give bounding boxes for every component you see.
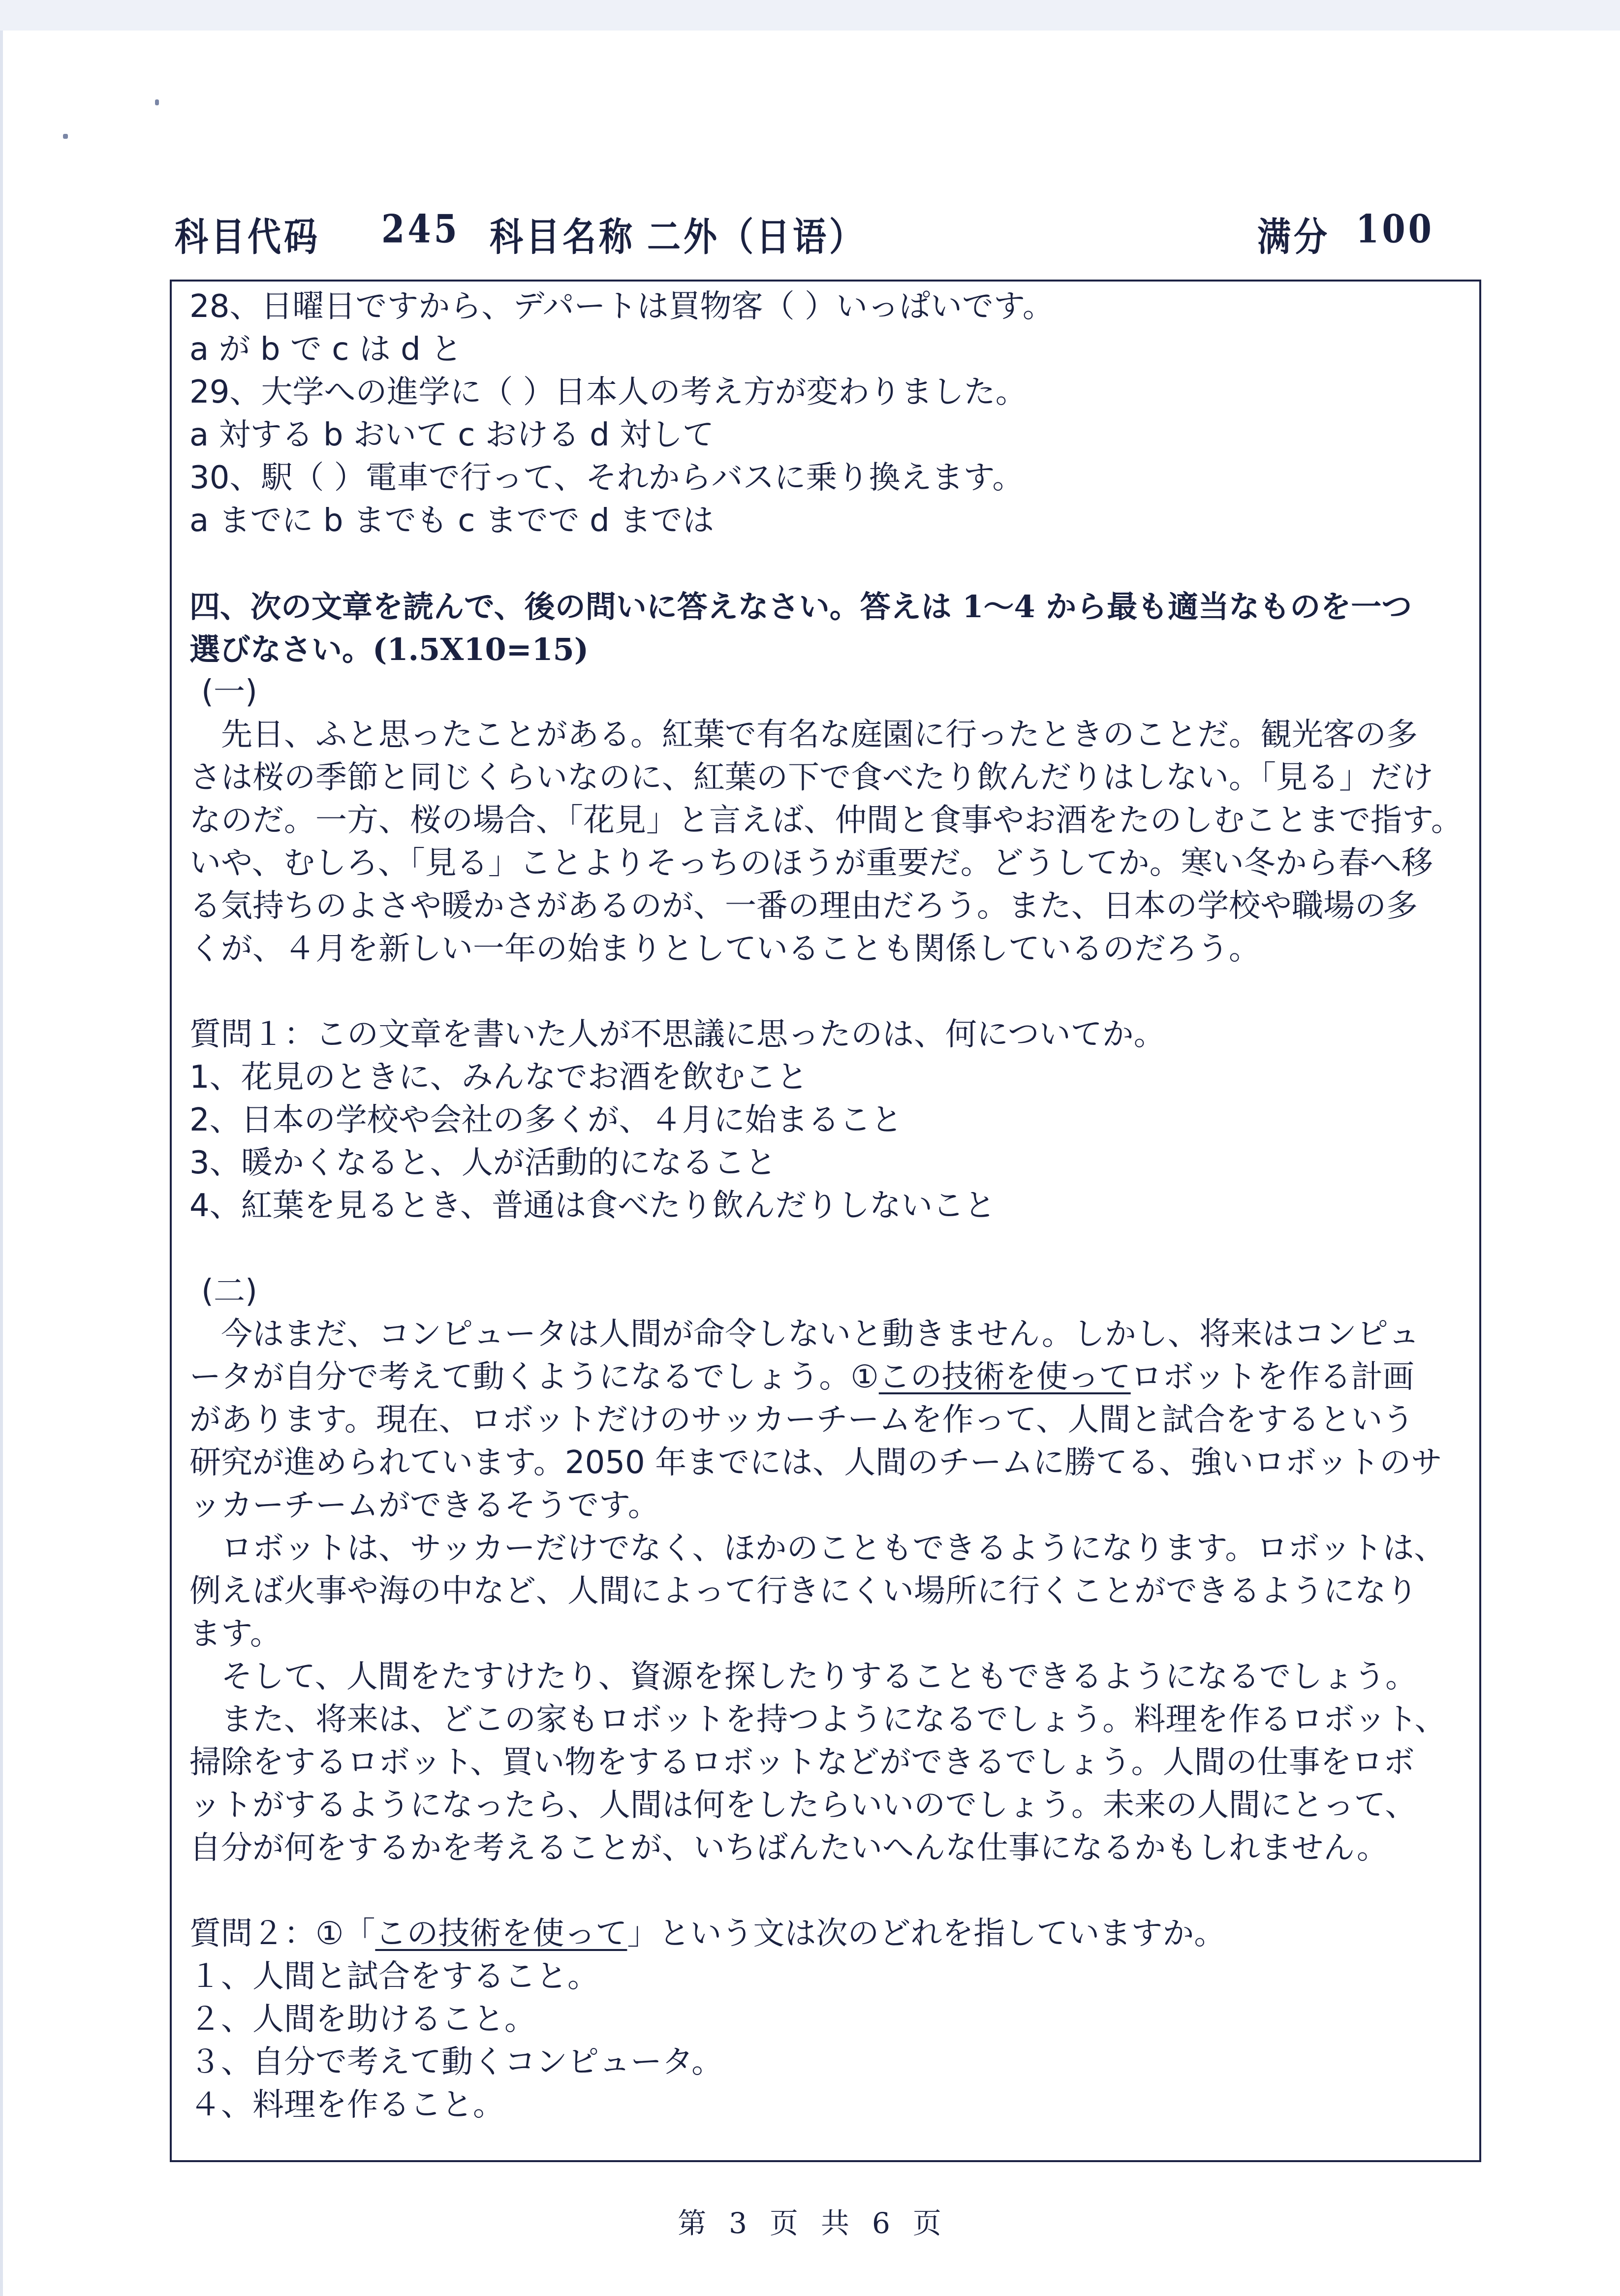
spacer xyxy=(189,1227,1474,1270)
answer-option: １、人間と試合をすること。 xyxy=(189,1958,599,1995)
passage-line: そして、人間をたすけたり、資源を探したりすることもできるようになるでしょう。 xyxy=(221,1659,1417,1695)
page-number-footer: 第 3 页 共 6 页 xyxy=(678,2206,942,2240)
question-stem: 29、大学への進学に（ ）日本人の考え方が変わりました。 xyxy=(189,374,1027,410)
answer-option: 1、花見のときに、みんなでお酒を飲むこと xyxy=(189,1059,808,1096)
scan-speck xyxy=(155,99,159,105)
passage-line: 例えば火事や海の中など、人間によって行きにくい場所に行くことができるようになり xyxy=(189,1573,1418,1609)
section-title-line2: 選びなさい。(1.5X10=15) xyxy=(189,631,589,667)
full-score-label: 满分 xyxy=(1257,215,1331,260)
exam-header xyxy=(175,207,1479,261)
passage-line: 今はまだ、コンピュータは人間が命令しないと動きません。しかし、将来はコンピュ xyxy=(221,1316,1420,1352)
passage-line: があります。現在、ロボットだけのサッカーチームを作って、人間と試合をするという xyxy=(189,1402,1414,1438)
passage-line: 自分が何をするかを考えることが、いちばんたいへんな仕事になるかもしれません。 xyxy=(189,1830,1388,1866)
subject-name: 二外（日语） xyxy=(647,215,866,260)
grammar-question-30 xyxy=(189,457,1474,542)
question-stem: 28、日曜日ですから、デパートは買物客（ ）いっぱいです。 xyxy=(189,288,1054,325)
question-stem: 30、駅（ ）電車で行って、それからバスに乗り換えます。 xyxy=(189,460,1024,496)
spacer xyxy=(189,1870,1474,1913)
answer-option: 4、紅葉を見るとき、普通は食べたり飲んだりしないこと xyxy=(189,1188,996,1224)
passage-line: さは桜の季節と同じくらいなのに、紅葉の下で食べたり飲んだりはしない。「見る」だけ xyxy=(189,759,1433,796)
spacer xyxy=(189,542,1474,585)
subject-code: 245 xyxy=(381,207,460,252)
section-title-line1: 四、次の文章を読んで、後の問いに答えなさい。答えは 1～4 から最も適当なものを一つ xyxy=(189,589,1412,625)
passage-line: くが、４月を新しい一年の始まりとしていることも関係しているのだろう。 xyxy=(189,931,1260,967)
passage-2 xyxy=(189,1270,1474,1870)
answer-option: 3、暖かくなると、人が活動的になること xyxy=(189,1145,777,1181)
subject-name-label: 科目名称 xyxy=(490,215,636,260)
passage-line: また、将来は、どこの家もロボットを持つようになるでしょう。料理を作るロボット、 xyxy=(221,1701,1446,1738)
underlined-phrase: この技術を使って xyxy=(375,1916,627,1952)
exam-content xyxy=(189,285,1474,2127)
answer-option: ４、料理を作ること。 xyxy=(189,2087,504,2123)
passage-line: ロボットは、サッカーだけでなく、ほかのこともできるようになります。ロボットは、 xyxy=(221,1530,1446,1567)
passage-line: る気持ちのよさや暖かさがあるのが、一番の理由だろう。また、日本の学校や職場の多 xyxy=(189,888,1418,924)
passage-label: (二) xyxy=(201,1273,257,1310)
scan-edge-top xyxy=(0,0,1620,31)
section-4-instructions xyxy=(189,585,1474,671)
spacer xyxy=(189,971,1474,1013)
question-stem: 質問１：この文章を書いた人が不思議に思ったのは、何についてか。 xyxy=(189,1016,1165,1053)
passage-line: なのだ。一方、桜の場合、「花見」と言えば、仲間と食事やお酒をたのしむことまで指す。 xyxy=(189,802,1463,839)
total-pages: 6 xyxy=(872,2206,891,2240)
passage-line: 研究が進められています。2050 年までには、人間のチームに勝てる、強いロボットのサ xyxy=(189,1445,1443,1481)
passage-line: ットがするようになったら、人間は何をしたらいいのでしょう。未来の人間にとって、 xyxy=(189,1787,1417,1824)
passage-line: ます。 xyxy=(189,1616,281,1652)
answer-option: ３、自分で考えて動くコンピュータ。 xyxy=(189,2044,723,2080)
passage-line: 先日、ふと思ったことがある。紅葉で有名な庭園に行ったときのことだ。観光客の多 xyxy=(221,717,1418,753)
scan-speck xyxy=(63,134,68,139)
subject-code-label: 科目代码 xyxy=(175,215,321,260)
question-stem: 質問２：①「この技術を使って」という文は次のどれを指していますか。 xyxy=(189,1916,1226,1952)
passage-line: いや、むしろ、「見る」ことよりそっちのほうが重要だ。どうしてか。寒い冬から春へ移 xyxy=(189,845,1433,881)
answer-option: ２、人間を助けること。 xyxy=(189,2001,536,2038)
question-2 xyxy=(189,1913,1474,2127)
passage-label: (一) xyxy=(201,674,257,710)
current-page: 3 xyxy=(729,2206,748,2240)
passage-line: ッカーチームができるそうです。 xyxy=(189,1487,659,1524)
scan-edge-left xyxy=(0,31,3,2296)
question-options: a までに b までも c までで d までは xyxy=(189,503,715,539)
grammar-question-29 xyxy=(189,371,1474,457)
question-options: a 対する b おいて c おける d 対して xyxy=(189,417,715,453)
passage-1 xyxy=(189,671,1474,971)
answer-option: 2、日本の学校や会社の多くが、４月に始まること xyxy=(189,1102,903,1138)
full-score: 100 xyxy=(1356,207,1434,252)
question-options: a が b で c は d と xyxy=(189,331,463,368)
underlined-phrase: この技術を使って xyxy=(878,1359,1131,1395)
grammar-question-28 xyxy=(189,285,1474,371)
passage-line: 掃除をするロボット、買い物をするロボットなどができるでしょう。人間の仕事をロボ xyxy=(189,1744,1415,1781)
question-1 xyxy=(189,1013,1474,1227)
passage-line: ータが自分で考えて動くようになるでしょう。①この技術を使ってロボットを作る計画 xyxy=(189,1359,1414,1395)
